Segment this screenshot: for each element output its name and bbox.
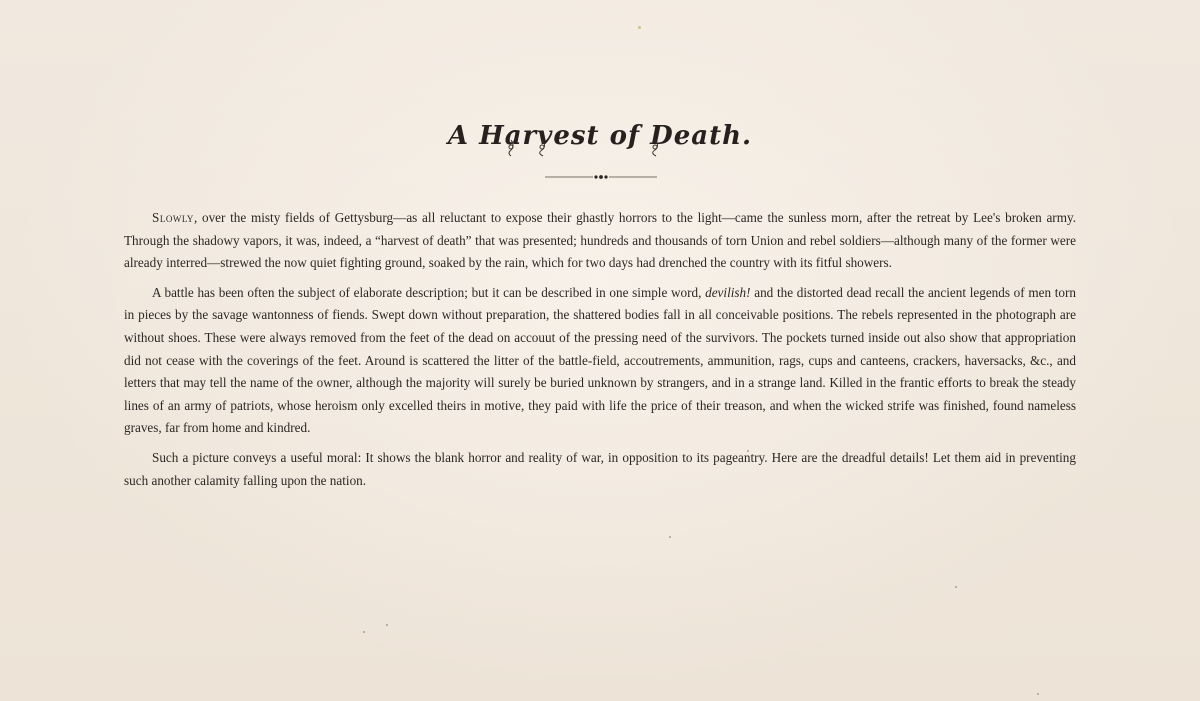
- paper-speck: [386, 624, 388, 626]
- dotted-rule-divider-icon: [545, 172, 657, 182]
- document-body: [124, 207, 1076, 499]
- paragraph-3-text: Such a picture conveys a useful moral: It shows the blank horror and reality of war, in opposition to its pageantry. Here are the dreadful details! Let them aid in preventing such another calamity falling upon the nation.: [124, 449, 1076, 488]
- paragraph-3: [124, 447, 1076, 492]
- paper-speck: [363, 631, 365, 633]
- flourish-ornament-icon: [505, 138, 675, 158]
- paragraph-lead-word: Slowly: [152, 210, 194, 225]
- paper-speck: [1037, 693, 1039, 695]
- paragraph-1: [124, 207, 1076, 275]
- paragraph-2: [124, 282, 1076, 440]
- paragraph-2-text-before: A battle has been often the subject of elaborate description; but it can be described in one simple word,: [152, 284, 706, 300]
- document-title: A Harvest of Death.: [447, 121, 753, 152]
- paper-speck: [638, 26, 641, 29]
- paper-speck: [955, 586, 957, 588]
- paragraph-2-text-after: and the distorted dead recall the ancient legends of men torn in pieces by the savage wantonness of fiends. Swept down without preparation, the shattered bodies fall in all conceivable positions. The rebels represented in the photograph are without shoes. These were always removed from the feet of the dead on accouut of the pressing need of the survivors. The pockets turned inside out also show that appropriation did not cease with the coverings of the feet. Around is scattered the litter of the battle-field, accoutrements, ammunition, rags, cups and canteens, crackers, haversacks, &c., and letters that may tell the name of the owner, although the majority will surely be buried unknown by strangers, and in a strange land. Killed in the frantic efforts to break the steady lines of an army of patriots, whose heroism only excelled theirs in motive, they paid with life the price of their treason, and when the wicked strife was finished, found nameless graves, far from home and kindred.: [124, 284, 1076, 436]
- paper-speck: [669, 536, 671, 538]
- paragraph-2-emphasis: devilish!: [705, 284, 751, 300]
- paragraph-1-text: , over the misty fields of Gettysburg—as all reluctant to expose their ghastly horrors to the light—came the sunless morn, after the retreat by Lee's broken army. Through the shadowy vapors, it was, indeed, a “harvest of death” that was presented; hundreds and thousands of torn Union and rebel soldiers—although many of the former were already interred—strewed the now quiet fighting ground, soaked by the rain, which for two days had drenched the country with its fitful showers.: [124, 210, 1076, 271]
